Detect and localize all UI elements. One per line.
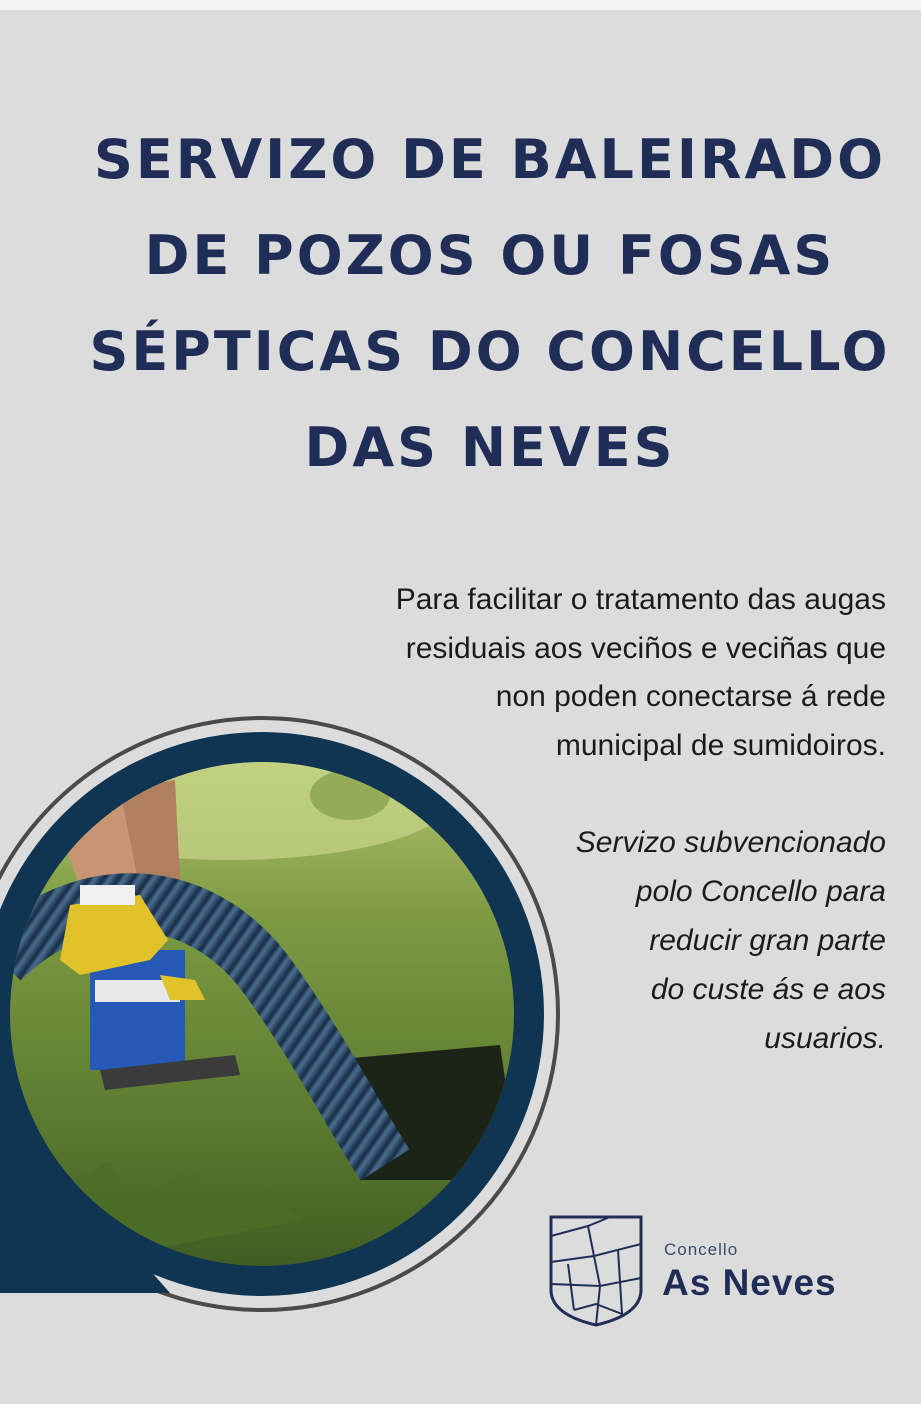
subsidy-line: Servizo subvencionado	[575, 826, 886, 859]
poster-title	[40, 112, 921, 496]
subsidy-line: polo Concello para	[635, 875, 886, 908]
septic-photo	[0, 740, 540, 1280]
shield-map-icon	[548, 1214, 644, 1328]
navy-disc	[0, 732, 544, 1296]
intro-line: Para facilitar o tratamento das augas	[395, 583, 886, 616]
concello-logo	[548, 1214, 868, 1330]
navy-corner	[0, 1100, 170, 1293]
title-line: SERVIZO DE BALEIRADO	[93, 128, 887, 191]
intro-text	[286, 576, 886, 770]
title-line: SÉPTICAS DO CONCELLO	[89, 320, 891, 383]
intro-line: municipal de sumidoiros.	[555, 728, 886, 762]
logo-big-text: As Neves	[662, 1262, 837, 1303]
subsidy-text	[466, 818, 886, 1063]
subsidy-line: do custe ás e aos	[650, 973, 886, 1006]
intro-line: residuais aos veciños e veciñas que	[405, 631, 886, 665]
subsidy-line: usuarios.	[764, 1022, 886, 1055]
intro-line: non poden conectarse á rede	[495, 680, 886, 713]
logo-small-text: Concello	[664, 1240, 739, 1259]
title-line: DE POZOS OU FOSAS	[144, 224, 836, 287]
title-line: DAS NEVES	[304, 416, 676, 479]
subsidy-line: reducir gran parte	[649, 924, 886, 957]
top-strip	[0, 0, 921, 10]
